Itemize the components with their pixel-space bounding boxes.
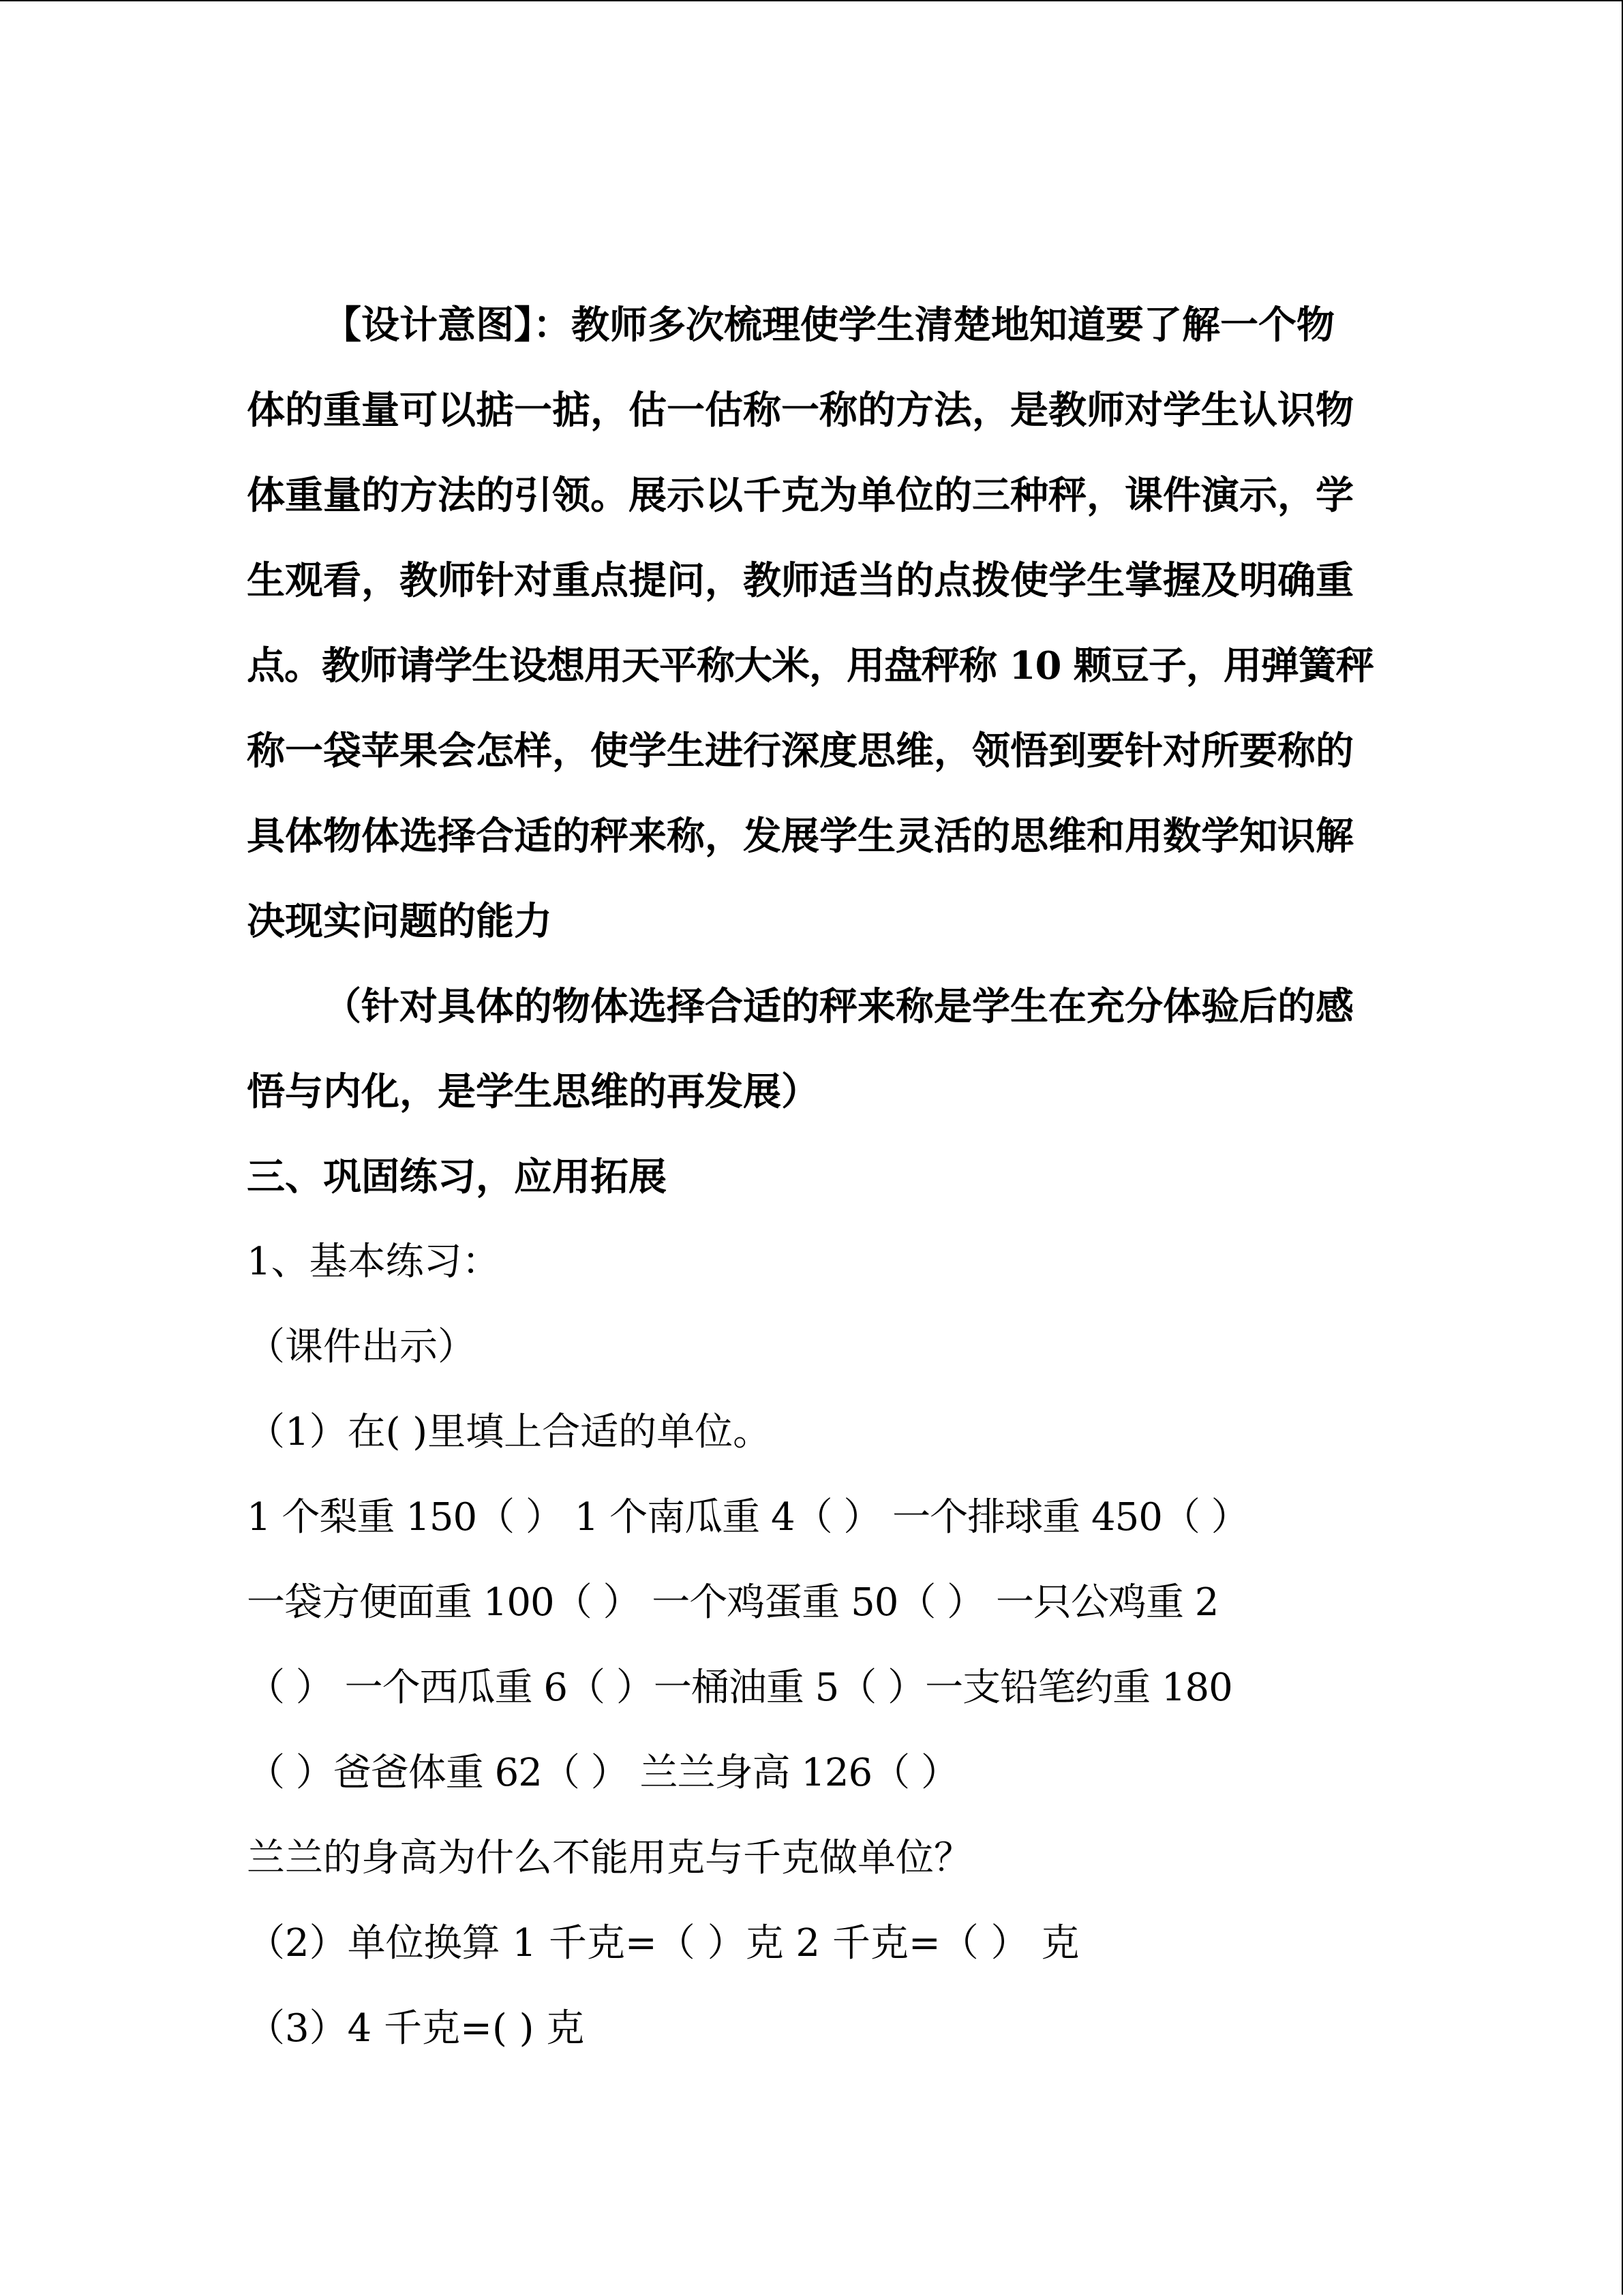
design-intent-line-6: 称一袋苹果会怎样，使学生进行深度思维，领悟到要针对所要称的	[247, 729, 1354, 774]
exercise-1-row-4: （ ）爸爸体重 62（ ） 兰兰身高 126（ ）	[247, 1751, 958, 1795]
exercise-1-row-2: 一袋方便面重 100（ ） 一个鸡蛋重 50（ ） 一只公鸡重 2	[247, 1580, 1219, 1625]
design-intent-line-7: 具体物体选择合适的秤来称，发展学生灵活的思维和用数学知识解	[247, 814, 1354, 859]
design-intent-line-3: 体重量的方法的引领。展示以千克为单位的三种秤，课件演示，学	[247, 473, 1354, 518]
courseware-note: （课件出示）	[247, 1325, 476, 1369]
document-page	[0, 1, 1623, 2296]
exercise-3-conversion: （3）4 千克=( ) 克	[247, 2006, 585, 2051]
design-intent-line-2: 体的重量可以掂一掂，估一估称一称的方法，是教师对学生认识物	[247, 388, 1354, 433]
section-heading: 三、巩固练习，应用拓展	[247, 1154, 667, 1199]
height-question: 兰兰的身高为什么不能用克与千克做单位？	[247, 1836, 972, 1880]
design-intent-line-5: 点。教师请学生设想用天平称大米，用盘秤称 10 颗豆子，用弹簧秤	[247, 643, 1374, 688]
note-line-1: （针对具体的物体选择合适的秤来称是学生在充分体验后的感	[323, 984, 1354, 1029]
design-intent-line-8: 决现实问题的能力	[247, 899, 552, 944]
exercise-1-title: （1）在( )里填上合适的单位。	[247, 1410, 772, 1454]
basic-practice-heading: 1、基本练习：	[247, 1240, 500, 1284]
exercise-1-row-1: 1 个梨重 150（ ） 1 个南瓜重 4（ ） 一个排球重 450（ ）	[247, 1495, 1249, 1540]
note-line-2: 悟与内化，是学生思维的再发展）	[247, 1069, 819, 1114]
exercise-2-unit-conversion: （2）单位换算 1 千克=（ ）克 2 千克=（ ） 克	[247, 1921, 1080, 1965]
design-intent-line-4: 生观看，教师针对重点提问，教师适当的点拨使学生掌握及明确重	[247, 558, 1354, 603]
design-intent-line-1: 【设计意图】：教师多次梳理使学生清楚地知道要了解一个物	[323, 303, 1335, 348]
exercise-1-row-3: （ ） 一个西瓜重 6（ ）一桶油重 5（ ）一支铅笔约重 180	[247, 1666, 1232, 1710]
